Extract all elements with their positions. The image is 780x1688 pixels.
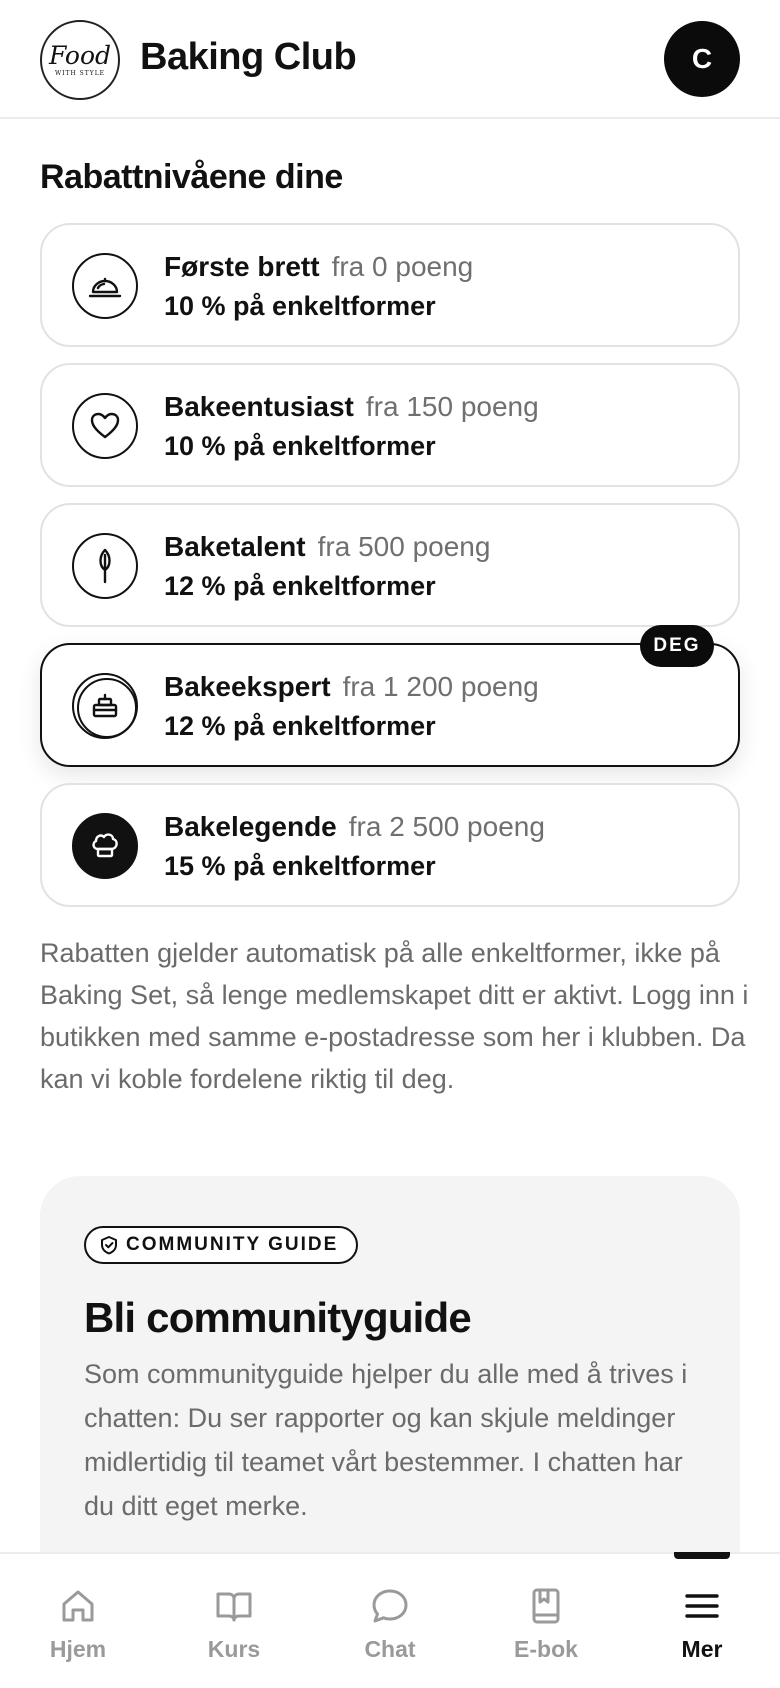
tab-label: Mer xyxy=(681,1636,723,1662)
tab-mer[interactable] xyxy=(624,1554,780,1688)
tier-discount: 12 % på enkeltformer xyxy=(164,711,436,741)
tier-discount: 10 % på enkeltformer xyxy=(164,431,436,461)
tier-discount: 15 % på enkeltformer xyxy=(164,851,436,881)
tab-label: Hjem xyxy=(49,1636,107,1662)
guide-badge-label: COMMUNITY GUIDE xyxy=(126,1234,339,1255)
tab-e-bok[interactable] xyxy=(468,1554,624,1688)
tier-card-baketalent xyxy=(40,503,740,627)
current-level-badge: DEG xyxy=(640,625,714,667)
tier-name: Bakeekspert xyxy=(164,671,331,702)
tier-points: fra 500 poeng xyxy=(317,531,491,562)
app-header xyxy=(0,0,780,119)
tier-points: fra 0 poeng xyxy=(331,251,474,282)
community-guide-badge xyxy=(84,1226,358,1264)
tier-card-bakeentusiast xyxy=(40,363,740,487)
tier-discount: 10 % på enkeltformer xyxy=(164,291,436,321)
user-avatar-button[interactable] xyxy=(664,21,740,97)
tier-points: fra 1 200 poeng xyxy=(342,671,539,702)
guide-description: Som communityguide hjelper du alle med å trives i chatten: Du ser rapporter og kan skjule meldinger midlertidig til teamet vårt bestemmer. I chatten har du ditt eget merke. xyxy=(84,1359,688,1521)
tab-label: Kurs xyxy=(207,1636,261,1662)
avatar-initial: C xyxy=(691,43,713,74)
tier-points: fra 150 poeng xyxy=(365,391,539,422)
tab-label: Chat xyxy=(364,1636,416,1662)
logo-script-text: Food xyxy=(48,40,112,70)
tier-discount: 12 % på enkeltformer xyxy=(164,571,436,601)
tier-name: Bakelegende xyxy=(164,811,337,842)
shield-check-icon xyxy=(100,1235,118,1255)
tab-kurs[interactable] xyxy=(156,1554,312,1688)
brand-logo[interactable] xyxy=(40,20,120,100)
active-tab-indicator xyxy=(674,1552,730,1559)
menu-icon xyxy=(680,1584,724,1628)
tab-chat[interactable] xyxy=(312,1554,468,1688)
ebook-icon xyxy=(524,1584,568,1628)
chef-hat-icon xyxy=(72,813,138,879)
home-icon xyxy=(56,1584,100,1628)
tier-card-forste-brett xyxy=(40,223,740,347)
chat-bubble-icon xyxy=(368,1584,412,1628)
tab-label: E-bok xyxy=(514,1636,578,1662)
cake-icon xyxy=(72,673,138,739)
app-title: Baking Club xyxy=(140,36,357,78)
guide-title: Bli communityguide xyxy=(84,1294,471,1341)
tier-name: Første brett xyxy=(164,251,320,282)
tab-hjem[interactable] xyxy=(0,1554,156,1688)
tier-name: Bakeentusiast xyxy=(164,391,354,422)
tier-points: fra 2 500 poeng xyxy=(348,811,545,842)
cloche-icon xyxy=(72,253,138,319)
heart-icon xyxy=(72,393,138,459)
bottom-tab-bar xyxy=(0,1552,780,1688)
tier-card-bakelegende xyxy=(40,783,740,907)
tier-name: Baketalent xyxy=(164,531,306,562)
tier-card-bakeekspert-current xyxy=(40,643,740,767)
discount-note: Rabatten gjelder automatisk på alle enkeltformer, ikke på Baking Set, så lenge medlemskapet ditt er aktivt. Logg inn i butikken med samme e-postadresse som her i klubben. Da kan vi koble fordelene riktig til deg. xyxy=(40,938,749,1094)
book-icon xyxy=(212,1584,256,1628)
whisk-icon xyxy=(72,533,138,599)
logo-subtext: WITH STYLE xyxy=(54,69,106,77)
section-title-discount-levels: Rabattnivåene dine xyxy=(40,158,343,196)
